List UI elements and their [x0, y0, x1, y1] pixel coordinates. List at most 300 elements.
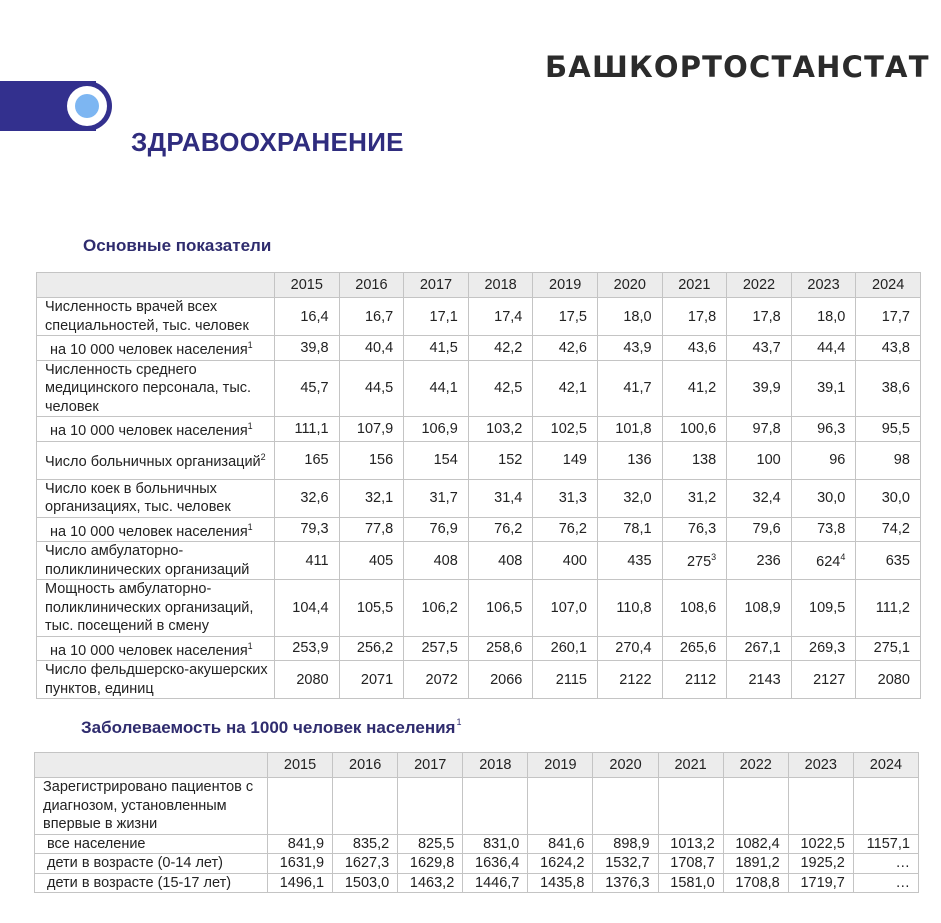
value-cell: [398, 854, 463, 874]
value-cell: [727, 298, 792, 336]
year-header: 2019: [533, 273, 598, 298]
value-text: 411: [305, 552, 329, 569]
value-cell: [463, 873, 528, 893]
value-cell: [727, 336, 792, 361]
value-cell: [275, 661, 340, 699]
page-title: ЗДРАВООХРАНЕНИЕ: [131, 127, 404, 157]
value-cell: [723, 778, 788, 835]
value-cell: [593, 834, 658, 854]
value-text: 1503,0: [344, 874, 390, 891]
value-text: 43,8: [881, 339, 910, 356]
value-cell: [662, 336, 727, 361]
value-text: 1463,2: [409, 874, 455, 891]
value-cell: [788, 834, 853, 854]
value-text: 79,6: [752, 521, 781, 538]
value-cell: [662, 441, 727, 479]
value-cell: [339, 417, 404, 442]
value-text: 32,4: [752, 490, 781, 506]
value-text: 17,8: [752, 308, 781, 325]
year-header: 2015: [275, 273, 340, 298]
table-row: [37, 360, 921, 417]
value-cell: [404, 580, 469, 637]
value-text: 101,8: [615, 420, 652, 437]
value-cell: [275, 542, 340, 580]
value-text: 257,5: [421, 640, 458, 657]
row-label-text: Число амбулаторно-поликлинических организаций: [45, 543, 250, 578]
row-label-text: дети в возрасте (0-14 лет): [47, 855, 223, 871]
value-text: 841,6: [548, 835, 585, 852]
year-header: 2023: [788, 753, 853, 778]
value-text: 1629,8: [409, 855, 455, 872]
value-cell: [404, 542, 469, 580]
value-text: 405: [368, 552, 394, 569]
value-cell: [597, 336, 662, 361]
value-text: 16,7: [364, 308, 394, 325]
value-text: 41,5: [429, 339, 458, 356]
section-title-morbidity: [81, 717, 461, 738]
year-header: 2022: [723, 753, 788, 778]
value-cell: [791, 298, 856, 336]
main-indicators-table: [36, 272, 921, 699]
value-text: 18,0: [817, 308, 846, 325]
value-cell: [662, 517, 727, 542]
value-cell: [788, 873, 853, 893]
table-row: [35, 834, 919, 854]
value-text: 1581,0: [670, 874, 715, 891]
value-text: 39,1: [817, 380, 846, 397]
value-cell: [856, 298, 921, 336]
value-text: 42,5: [494, 380, 523, 397]
footnote-marker: 2: [260, 452, 266, 463]
value-cell: [597, 360, 662, 417]
row-label: [35, 778, 268, 835]
value-text: 39,8: [300, 339, 329, 356]
value-cell: [597, 661, 662, 699]
value-cell: [658, 854, 723, 874]
value-text: 39,9: [752, 380, 781, 397]
value-cell: [404, 441, 469, 479]
value-text: 41,7: [623, 380, 652, 397]
value-text: 44,5: [364, 380, 394, 397]
value-cell: [339, 336, 404, 361]
table-row: [37, 336, 921, 361]
value-cell: [333, 834, 398, 854]
value-cell: [275, 479, 340, 517]
value-text: 1013,2: [670, 835, 715, 852]
value-text: 96: [829, 452, 846, 468]
year-header: 2015: [268, 753, 333, 778]
value-text: 267,1: [744, 640, 781, 657]
value-text: 408: [498, 552, 523, 569]
value-cell: [268, 873, 333, 893]
value-cell: [533, 336, 598, 361]
value-cell: [788, 778, 853, 835]
value-text: 1708,8: [735, 874, 780, 891]
value-text: 1627,3: [344, 855, 390, 872]
value-text: 270,4: [615, 640, 652, 657]
value-text: 111,1: [294, 420, 329, 437]
value-text: 73,8: [817, 521, 846, 538]
value-cell: [727, 479, 792, 517]
value-text: 825,5: [417, 835, 455, 852]
value-text: 149: [562, 452, 587, 468]
value-cell: [339, 298, 404, 336]
table-row: [37, 636, 921, 661]
row-label-text: все население: [47, 835, 146, 852]
footnote-marker: 4: [840, 551, 846, 562]
value-text: 1925,2: [800, 855, 845, 872]
value-cell: [275, 580, 340, 637]
value-cell: [727, 360, 792, 417]
table-row: [37, 661, 921, 699]
value-text: 2115: [555, 671, 587, 688]
value-text: 96,3: [817, 420, 846, 437]
section-title-text: Заболеваемость на 1000 человек населения: [81, 718, 456, 737]
header-corner-cell: [35, 753, 268, 778]
value-cell: [463, 778, 528, 835]
row-label-text: на 10 000 человек населения: [50, 523, 248, 540]
value-text: 38,6: [881, 380, 910, 397]
value-text: 78,1: [623, 521, 652, 538]
year-header: 2021: [662, 273, 727, 298]
value-cell: [333, 873, 398, 893]
value-text: 32,6: [300, 490, 329, 506]
value-text: 107,0: [550, 599, 587, 616]
value-cell: [723, 854, 788, 874]
value-cell: [662, 360, 727, 417]
value-text: 138: [691, 452, 717, 468]
value-text: 17,1: [429, 308, 458, 325]
value-cell: [856, 542, 921, 580]
value-text: 30,0: [881, 490, 910, 506]
value-text: 45,7: [300, 380, 329, 397]
year-header: 2018: [468, 273, 533, 298]
value-cell: [662, 580, 727, 637]
table-row: [35, 873, 919, 893]
value-cell: [662, 479, 727, 517]
value-cell: [268, 854, 333, 874]
value-cell: [463, 834, 528, 854]
value-cell: [856, 636, 921, 661]
year-header: 2021: [658, 753, 723, 778]
value-text: 109,5: [809, 599, 846, 616]
value-cell: [856, 661, 921, 699]
value-text: 253,9: [292, 640, 329, 657]
row-label: [37, 417, 275, 442]
footnote-marker: 1: [247, 421, 253, 431]
value-text: 136: [627, 452, 652, 468]
year-header: 2018: [463, 753, 528, 778]
value-text: …: [895, 855, 910, 872]
value-text: 95,5: [881, 420, 910, 437]
value-text: 624: [816, 553, 841, 570]
value-cell: [788, 854, 853, 874]
year-header: 2024: [856, 273, 921, 298]
value-cell: [275, 517, 340, 542]
value-cell: [791, 479, 856, 517]
value-text: 110,8: [616, 599, 652, 616]
row-label-text: на 10 000 человек населения: [50, 342, 248, 358]
value-cell: [339, 636, 404, 661]
year-header: 2016: [339, 273, 404, 298]
value-text: 17,7: [881, 308, 910, 325]
value-text: 100,6: [679, 420, 717, 437]
table-row: [37, 441, 921, 479]
value-text: 30,0: [817, 490, 846, 506]
value-text: 107,9: [356, 420, 394, 437]
value-text: 2122: [619, 671, 652, 688]
value-text: 1435,8: [540, 874, 585, 891]
value-text: 76,3: [687, 521, 717, 538]
brand-logo-text: БАШКОРТОСТАНСТАТ: [545, 50, 930, 84]
value-cell: [404, 661, 469, 699]
value-text: 42,2: [494, 339, 523, 356]
value-text: 165: [304, 452, 329, 468]
value-cell: [398, 834, 463, 854]
value-text: 43,7: [752, 339, 781, 356]
value-cell: [275, 636, 340, 661]
value-cell: [662, 661, 727, 699]
value-cell: [723, 873, 788, 893]
row-label-text: Число фельдшерско-акушерских пунктов, единиц: [45, 662, 268, 697]
value-cell: [853, 873, 918, 893]
footnote-marker: 1: [456, 717, 462, 727]
value-text: 105,5: [356, 599, 394, 616]
value-cell: [339, 517, 404, 542]
value-cell: [856, 517, 921, 542]
value-text: 408: [433, 552, 458, 569]
row-label: [35, 854, 268, 874]
value-cell: [727, 661, 792, 699]
year-header: 2017: [404, 273, 469, 298]
value-cell: [856, 441, 921, 479]
value-cell: [468, 298, 533, 336]
value-text: 1636,4: [475, 855, 520, 872]
value-text: 1082,4: [735, 835, 780, 852]
value-text: 152: [498, 452, 523, 468]
value-text: 269,3: [809, 640, 846, 657]
value-text: 77,8: [364, 521, 394, 538]
value-text: 154: [433, 452, 458, 468]
value-text: 898,9: [613, 835, 650, 852]
value-text: 275: [686, 553, 712, 570]
value-cell: [791, 580, 856, 637]
row-label-text: Мощность амбулаторно-поликлинических организаций, тыс. посещений в смену: [45, 581, 254, 634]
value-cell: [597, 580, 662, 637]
value-text: 44,4: [817, 339, 846, 356]
value-text: 17,8: [687, 308, 717, 325]
value-cell: [468, 636, 533, 661]
value-text: 41,2: [687, 380, 717, 397]
value-cell: [404, 298, 469, 336]
value-cell: [791, 417, 856, 442]
value-cell: [533, 441, 598, 479]
value-text: 106,5: [486, 599, 523, 616]
value-cell: [723, 834, 788, 854]
row-label-text: Число больничных организаций: [45, 454, 261, 471]
table-row: [37, 517, 921, 542]
value-cell: [468, 580, 533, 637]
value-cell: [597, 542, 662, 580]
value-cell: [468, 661, 533, 699]
value-cell: [404, 636, 469, 661]
value-text: 1532,7: [605, 855, 650, 872]
value-cell: [468, 517, 533, 542]
value-text: 31,7: [429, 490, 458, 506]
value-cell: [856, 336, 921, 361]
value-cell: [275, 336, 340, 361]
row-label-text: Численность врачей всех специальностей, тыс. человек: [45, 299, 249, 334]
value-cell: [463, 854, 528, 874]
value-cell: [533, 298, 598, 336]
value-text: 2080: [877, 671, 910, 688]
value-text: 43,9: [623, 339, 652, 356]
value-cell: [398, 778, 463, 835]
value-text: 156: [368, 452, 394, 468]
footnote-marker: 1: [247, 640, 253, 651]
value-text: 42,6: [558, 339, 587, 356]
row-label: [37, 441, 275, 479]
value-text: 76,2: [494, 521, 523, 538]
value-text: 106,9: [421, 420, 458, 437]
value-cell: [597, 417, 662, 442]
value-text: 1157,1: [866, 835, 910, 852]
row-label-text: на 10 000 человек населения: [50, 423, 248, 439]
table-row: [35, 854, 919, 874]
value-cell: [727, 417, 792, 442]
row-label-text: на 10 000 человек населения: [50, 642, 248, 659]
value-cell: [593, 873, 658, 893]
value-cell: [597, 441, 662, 479]
value-cell: [528, 778, 593, 835]
value-cell: [791, 336, 856, 361]
value-text: 265,6: [679, 640, 717, 657]
value-text: 2071: [360, 671, 394, 688]
value-text: 43,6: [687, 339, 717, 356]
value-text: 831,0: [483, 835, 520, 852]
value-text: 635: [885, 552, 910, 569]
value-cell: [791, 542, 856, 580]
value-cell: [404, 417, 469, 442]
value-cell: [658, 778, 723, 835]
value-cell: [528, 854, 593, 874]
value-cell: [398, 873, 463, 893]
value-text: 104,4: [292, 599, 329, 616]
footnote-marker: 1: [247, 521, 253, 532]
value-cell: [468, 336, 533, 361]
table-row: [37, 479, 921, 517]
value-text: 111,2: [875, 599, 910, 616]
value-cell: [662, 298, 727, 336]
value-cell: [333, 854, 398, 874]
value-cell: [853, 854, 918, 874]
circle-dot-icon: [75, 94, 99, 118]
value-text: 400: [562, 552, 587, 569]
value-cell: [339, 479, 404, 517]
row-label: [37, 542, 275, 580]
value-cell: [856, 417, 921, 442]
value-text: 1708,7: [670, 855, 715, 872]
value-text: 258,6: [486, 640, 523, 657]
header-corner-cell: [37, 273, 275, 298]
value-cell: [658, 834, 723, 854]
value-cell: [268, 778, 333, 835]
value-text: 260,1: [550, 640, 587, 657]
table-row: [37, 542, 921, 580]
value-cell: [533, 580, 598, 637]
value-text: 17,5: [558, 308, 587, 325]
value-text: 1631,9: [279, 855, 325, 872]
value-text: 44,1: [429, 380, 458, 397]
value-cell: [597, 636, 662, 661]
value-cell: [593, 854, 658, 874]
value-text: 1446,7: [475, 874, 520, 891]
value-text: 1719,7: [800, 874, 845, 891]
value-cell: [404, 479, 469, 517]
value-cell: [339, 360, 404, 417]
value-cell: [533, 417, 598, 442]
value-text: 2127: [813, 671, 846, 688]
row-label: [37, 661, 275, 699]
value-text: 1376,3: [605, 874, 650, 891]
table-row: [35, 778, 919, 835]
value-text: 32,1: [364, 490, 394, 506]
value-cell: [468, 441, 533, 479]
value-text: 40,4: [364, 339, 394, 356]
value-text: 74,2: [881, 521, 910, 538]
row-label: [37, 360, 275, 417]
year-header: 2020: [593, 753, 658, 778]
value-cell: [597, 298, 662, 336]
value-text: 31,3: [558, 490, 587, 506]
value-cell: [468, 542, 533, 580]
row-label: [37, 479, 275, 517]
year-header: 2024: [853, 753, 918, 778]
value-text: 18,0: [623, 308, 652, 325]
value-cell: [468, 417, 533, 442]
section-title-main-indicators: Основные показатели: [83, 236, 272, 255]
value-cell: [727, 580, 792, 637]
value-cell: [533, 479, 598, 517]
value-text: 31,4: [494, 490, 523, 506]
morbidity-table: [34, 752, 919, 893]
value-text: 108,9: [744, 599, 781, 616]
value-text: 1496,1: [279, 874, 325, 891]
value-text: 76,9: [429, 521, 458, 538]
value-text: 31,2: [687, 490, 717, 506]
value-cell: [662, 636, 727, 661]
value-cell: [275, 417, 340, 442]
value-cell: [339, 580, 404, 637]
value-cell: [856, 580, 921, 637]
year-header: 2020: [597, 273, 662, 298]
value-cell: [275, 360, 340, 417]
row-label: [37, 298, 275, 336]
value-cell: [658, 873, 723, 893]
value-cell: [533, 661, 598, 699]
year-header: 2017: [398, 753, 463, 778]
value-cell: [404, 336, 469, 361]
value-text: 2072: [425, 671, 458, 688]
value-text: 98: [893, 452, 910, 468]
table-header-row: [35, 753, 919, 778]
value-text: 79,3: [300, 521, 329, 538]
value-cell: [533, 542, 598, 580]
value-text: 236: [756, 552, 781, 569]
value-text: 256,2: [356, 640, 394, 657]
value-cell: [528, 873, 593, 893]
value-cell: [856, 479, 921, 517]
